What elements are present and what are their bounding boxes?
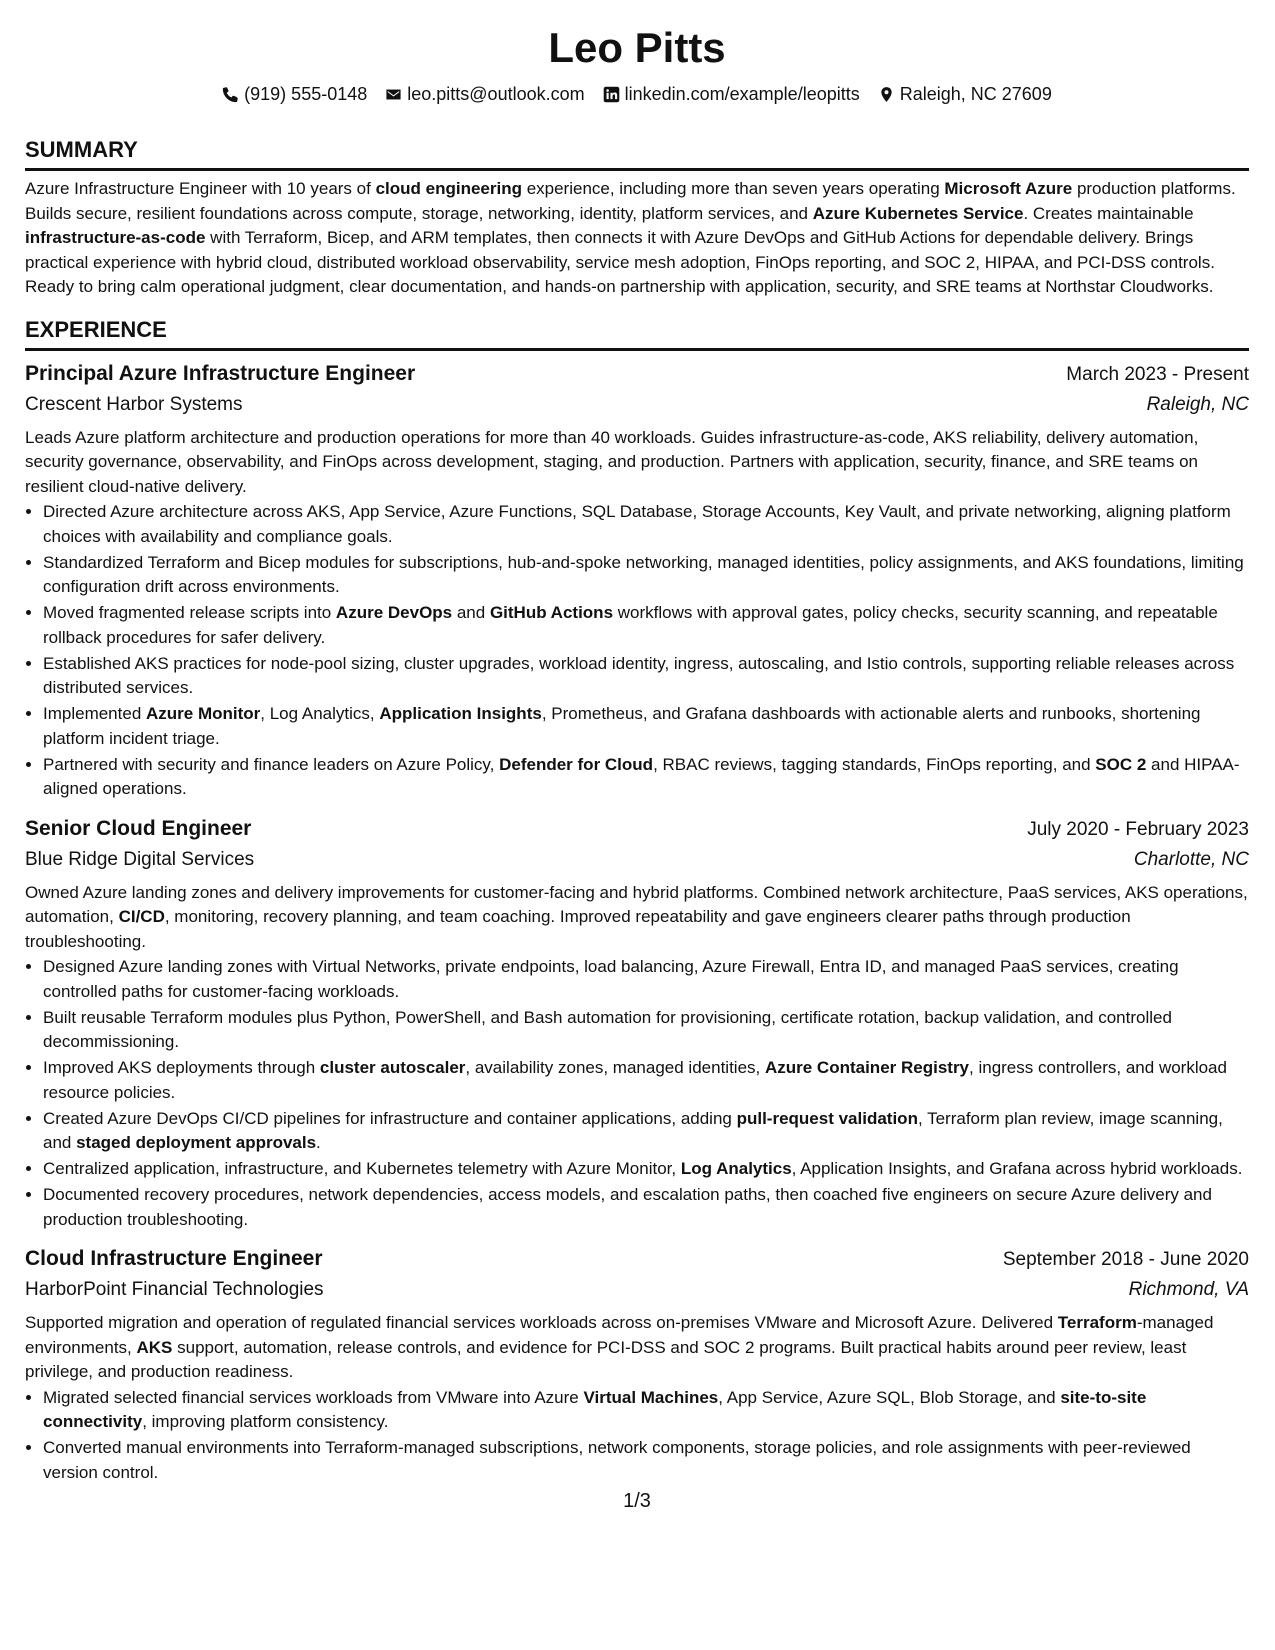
- job-dates: September 2018 - June 2020: [1002, 1249, 1249, 1270]
- job-location: Raleigh, NC: [1146, 393, 1249, 415]
- bold-phrase: Azure Container Registry: [764, 1058, 970, 1077]
- job-description: Supported migration and operation of regulated financial services workloads across on-premises VMware and Microsoft Azure. Delivered Terraform-managed environments, AKS support, automation, release controls, and evidence for PCI-DSS and SOC 2 programs. Built practical habits around peer review, least privilege, and production readiness.: [25, 1313, 1214, 1381]
- contact-phone: [222, 82, 367, 106]
- envelope-icon: [385, 86, 402, 103]
- job-location: Charlotte, NC: [1133, 848, 1249, 870]
- location-text: Raleigh, NC 27609: [899, 84, 1052, 104]
- email-link[interactable]: leo.pitts@outlook.com: [407, 84, 585, 104]
- bold-phrase: Terraform: [1057, 1313, 1137, 1332]
- bold-phrase: Virtual Machines: [583, 1387, 719, 1407]
- experience-heading: EXPERIENCE: [25, 316, 1249, 351]
- bullet-item: • Improved AKS deployments through cluster autoscaler, availability zones, managed identities, Azure Container Registry, ingress controllers, and workload resource policies.: [43, 1056, 1249, 1105]
- contact-location: [878, 82, 1052, 106]
- bold-phrase: Azure Monitor: [146, 704, 261, 723]
- bold-phrase: pull-request validation: [736, 1108, 918, 1128]
- bold-phrase: Defender for Cloud: [499, 754, 654, 774]
- bold-phrase: Microsoft Azure: [944, 179, 1073, 198]
- phone-text: (919) 555-0148: [244, 84, 368, 104]
- summary-heading: SUMMARY: [25, 136, 1249, 171]
- contact-email[interactable]: [385, 82, 584, 106]
- bold-phrase: CI/CD: [118, 907, 165, 926]
- job-entry: [25, 1244, 1249, 1485]
- job-bullets: [25, 500, 1249, 802]
- bold-phrase: Azure DevOps: [335, 603, 453, 622]
- linkedin-icon: [603, 86, 620, 103]
- job-bullets: [25, 1386, 1249, 1486]
- bullet-item: • Converted manual environments into Terraform-managed subscriptions, network components, storage policies, and role assignments with peer-reviewed version control.: [43, 1436, 1249, 1485]
- bold-phrase: cluster autoscaler: [319, 1058, 466, 1077]
- bold-phrase: AKS: [136, 1337, 173, 1357]
- linkedin-link[interactable]: linkedin.com/example/leopitts: [624, 84, 860, 104]
- bullet-item: • Established AKS practices for node-pool sizing, cluster upgrades, workload identity, ingress, autoscaling, and Istio controls, supporting reliable releases across distributed services.: [43, 652, 1249, 701]
- job-dates: March 2023 - Present: [1066, 363, 1249, 385]
- bold-phrase: infrastructure-as-code: [25, 228, 206, 247]
- resume-page: [25, 0, 1249, 1512]
- bold-phrase: Azure Kubernetes Service: [812, 203, 1024, 223]
- bullet-item: • Directed Azure architecture across AKS, App Service, Azure Functions, SQL Database, Storage Accounts, Key Vault, and private networking, aligning platform choices with availability and compliance goals.: [43, 500, 1249, 549]
- bold-phrase: SOC 2: [1095, 754, 1147, 774]
- bullet-item: • Documented recovery procedures, network dependencies, access models, and escalation paths, then coached five engineers on secure Azure delivery and production troubleshooting.: [43, 1183, 1249, 1232]
- bold-phrase: site-to-site connectivity: [43, 1387, 1147, 1431]
- bullet-item: • Designed Azure landing zones with Virtual Networks, private endpoints, load balancing, Azure Firewall, Entra ID, and managed PaaS services, creating controlled paths for customer-facing workloads.: [43, 955, 1249, 1004]
- bullet-item: • Standardized Terraform and Bicep modules for subscriptions, hub-and-spoke networking, managed identities, policy assignments, and AKS foundations, limiting configuration drift across environments.: [43, 551, 1249, 600]
- bullet-item: • Moved fragmented release scripts into Azure DevOps and GitHub Actions workflows with approval gates, policy checks, security scanning, and repeatable rollback procedures for safer delivery.: [43, 601, 1249, 650]
- job-entry: [25, 359, 1249, 802]
- job-company: Blue Ridge Digital Services: [25, 848, 255, 870]
- bullet-item: • Created Azure DevOps CI/CD pipelines for infrastructure and container applications, adding pull-request validation, Terraform plan review, image scanning, and staged deployment approvals.: [43, 1107, 1249, 1156]
- candidate-name: Leo Pitts: [548, 24, 726, 71]
- job-description: Leads Azure platform architecture and production operations for more than 40 workloads. Guides infrastructure-as-code, AKS reliability, delivery automation, security governance, observability, and FinOps across development, staging, and production. Partners with application, security, finance, and SRE teams on resilient cloud-native delivery.: [25, 427, 1199, 496]
- job-company: HarborPoint Financial Technologies: [25, 1279, 324, 1300]
- bullet-item: • Centralized application, infrastructure, and Kubernetes telemetry with Azure Monitor, Log Analytics, Application Insights, and Grafana across hybrid workloads.: [43, 1157, 1249, 1182]
- job-title: Senior Cloud Engineer: [25, 816, 252, 840]
- bold-phrase: Application Insights: [379, 704, 542, 723]
- job-entry: [25, 814, 1249, 1233]
- bullet-item: • Migrated selected financial services workloads from VMware into Azure Virtual Machines, App Service, Azure SQL, Blob Storage, and site-to-site connectivity, improving platform consistency.: [43, 1386, 1249, 1435]
- contact-bar: [25, 82, 1249, 106]
- job-description: Owned Azure landing zones and delivery improvements for customer-facing and hybrid platforms. Combined network architecture, PaaS services, AKS operations, automation, CI/CD, monitoring, recovery planning, and team coaching. Improved repeatability and gave engineers clearer paths through production troubleshooting.: [25, 882, 1248, 951]
- job-bullets: [25, 955, 1249, 1232]
- summary-text: Azure Infrastructure Engineer with 10 years of cloud engineering experience, including more than seven years operating Microsoft Azure production platforms. Builds secure, resilient foundations across compute, storage, networking, identity, platform services, and Azure Kubernetes Service. Creates maintainable infrastructure-as-code with Terraform, Bicep, and ARM templates, then connects it with Azure DevOps and GitHub Actions for dependable delivery. Brings practical experience with hybrid cloud, distributed workload observability, service mesh adoption, FinOps reporting, and SOC 2, HIPAA, and PCI-DSS controls. Ready to bring calm operational judgment, clear documentation, and hands-on partnership with application, security, and SRE teams at Northstar Cloudworks.: [25, 179, 1236, 296]
- job-company: Crescent Harbor Systems: [25, 393, 243, 415]
- bullet-item: • Partnered with security and finance leaders on Azure Policy, Defender for Cloud, RBAC reviews, tagging standards, FinOps reporting, and SOC 2 and HIPAA-aligned operations.: [43, 753, 1249, 802]
- bold-phrase: Log Analytics: [680, 1159, 792, 1178]
- job-dates: July 2020 - February 2023: [1027, 818, 1249, 840]
- map-pin-icon: [878, 86, 895, 103]
- bullet-item: • Built reusable Terraform modules plus Python, PowerShell, and Bash automation for provisioning, certificate rotation, backup validation, and controlled decommissioning.: [43, 1006, 1249, 1055]
- bold-phrase: GitHub Actions: [489, 603, 614, 622]
- experience-list: [25, 359, 1249, 1486]
- bold-phrase: cloud engineering: [375, 179, 522, 198]
- job-title: Principal Azure Infrastructure Engineer: [25, 361, 416, 385]
- page-number: 1/3: [623, 1490, 651, 1512]
- phone-icon: [222, 86, 239, 103]
- contact-linkedin[interactable]: [603, 82, 860, 106]
- job-location: Richmond, VA: [1128, 1279, 1249, 1300]
- bullet-item: • Implemented Azure Monitor, Log Analytics, Application Insights, Prometheus, and Grafana dashboards with actionable alerts and runbooks, shortening platform incident triage.: [43, 702, 1249, 751]
- bold-phrase: staged deployment approvals: [76, 1133, 317, 1152]
- job-title: Cloud Infrastructure Engineer: [25, 1247, 323, 1270]
